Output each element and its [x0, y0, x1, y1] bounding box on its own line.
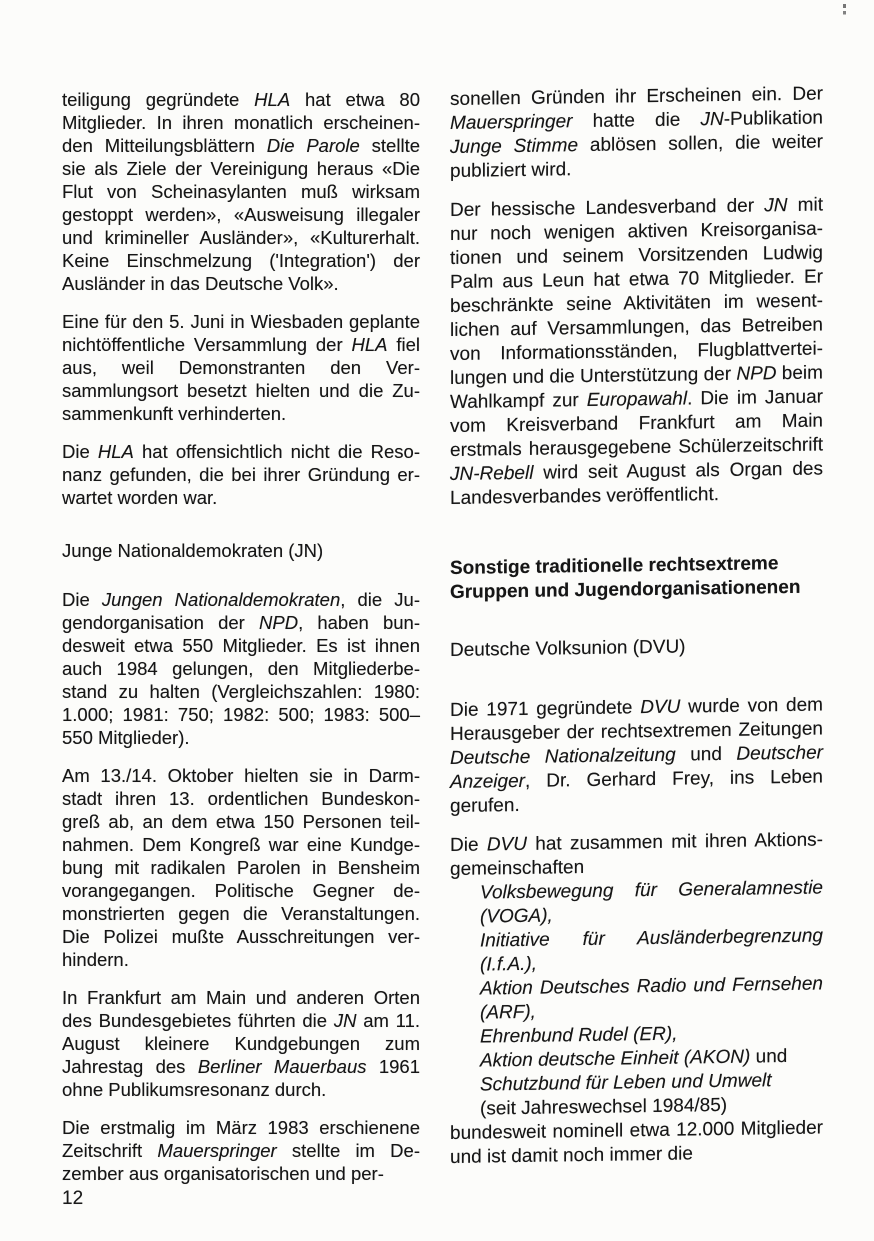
paragraph: sonellen Gründen ihr Erscheinen ein. Der Mauerspringer hatte die JN-Publikation Junge Stimme ablösen sollen, die weiter publiziert wird.	[450, 83, 823, 182]
paragraph: Die DVU hat zusammen mit ihren Aktionsgemeinschaften	[450, 829, 823, 880]
section-heading: Junge Nationaldemokraten (JN)	[62, 540, 324, 561]
paragraph: Die erstmalig im März 1983 erschienene Zeitschrift Mauerspringer stellte im Dezember aus organisatorischen und per-	[62, 1117, 420, 1184]
list-item: (seit Jahreswechsel 1984/85)	[480, 1094, 728, 1120]
right-column	[450, 82, 823, 1170]
paragraph: Die HLA hat offensichtlich nicht die Resonanz gefunden, die bei ihrer Gründung erwartet worden war.	[62, 441, 420, 508]
paragraph: Am 13./14. Oktober hielten sie in Darmstadt ihren 13. ordentlichen Bundeskongreß ab, an dem etwa 150 Personen teilnahmen. Dem Kongreß war eine Kundgebung mit radikalen Parolen in Bensheim vorangegangen. Politische Gegner demonstrierten gegen die Veranstaltungen. Die Polizei mußte Ausschreitungen verhindern.	[62, 765, 420, 970]
list-item: Aktion deutsche Einheit (AKON) und	[480, 1045, 788, 1072]
paragraph: Eine für den 5. Juni in Wiesbaden geplante nichtöffentliche Versammlung der HLA fiel aus, weil Demonstranten den Versammlungsort besetzt hielten und die Zusammenkunft verhinderten.	[62, 311, 421, 424]
paragraph: teiligung gegründete HLA hat etwa 80 Mitglieder. In ihren monatlich erscheinenden Mitteilungsblättern Die Parole stellte sie als Ziele der Vereinigung heraus «Die Flut von Scheinasylanten muß wirksam gestoppt werden», «Ausweisung illegaler und krimineller Ausländer», «Kulturerhalt. Keine Einschmelzung ('Integration') der Ausländer in das Deutsche Volk».	[62, 89, 420, 294]
paragraph: Die 1971 gegründete DVU wurde von dem Herausgeber der rechtsextremen Zeitungen Deutsche Nationalzeitung und Deutscher Anzeiger, Dr. Gerhard Frey, ins Leben gerufen.	[450, 694, 823, 817]
continuation-paragraph: bundesweit nominell etwa 12.000 Mitglieder und ist damit noch immer die	[450, 1117, 823, 1168]
section-heading-bold: Sonstige traditionelle rechtsextreme Gruppen und Jugendorganisationenen	[450, 553, 801, 603]
scan-artifact-speck	[843, 4, 846, 17]
paragraph: Der hessische Landesverband der JN mit nur noch wenigen aktiven Kreisorganisationen und seinem Vorsitzenden Ludwig Palm aus Leun hat etwa 70 Mitglieder. Er beschränkte seine Aktivitäten im wesentlichen auf Versammlungen, das Betreiben von Informationsständen, Flugblattverteilungen und die Unterstützung der NPD beim Wahlkampf zur Europawahl. Die im Januar vom Kreisverband Frankfurt am Main erstmals herausgegebene Schülerzeitschrift JN-Rebell wird seit August als Organ des Landesverbandes veröffentlicht.	[450, 194, 823, 509]
list-item: Initiative für Ausländerbegrenzung (I.f.A.),	[480, 925, 823, 976]
page-number: 12	[62, 1188, 84, 1209]
list-item: Schutzbund für Leben und Umwelt	[480, 1070, 772, 1096]
paragraph: Die Jungen Nationaldemokraten, die Jugendorganisation der NPD, haben bundesweit etwa 550 Mitglieder. Es ist ihnen auch 1984 gelungen, den Mitgliederbestand zu halten (Vergleichszahlen: 1980: 1.000; 1981: 750; 1982: 500; 1983: 500–550 Mitglieder).	[62, 589, 420, 748]
list-item: Volksbewegung für Generalamnestie (VOGA),	[480, 877, 823, 928]
paragraph: In Frankfurt am Main und anderen Orten des Bundesgebietes führten die JN am 11. August kleinere Kundgebungen zum Jahrestag des Berliner Mauerbaus 1961 ohne Publikumsresonanz durch.	[62, 987, 421, 1100]
list-item: Aktion Deutsches Radio und Fernsehen (ARF),	[480, 973, 823, 1024]
list-item: Ehrenbund Rudel (ER),	[480, 1023, 678, 1048]
left-column	[62, 88, 420, 1200]
section-heading: Deutsche Volksunion (DVU)	[450, 636, 686, 661]
